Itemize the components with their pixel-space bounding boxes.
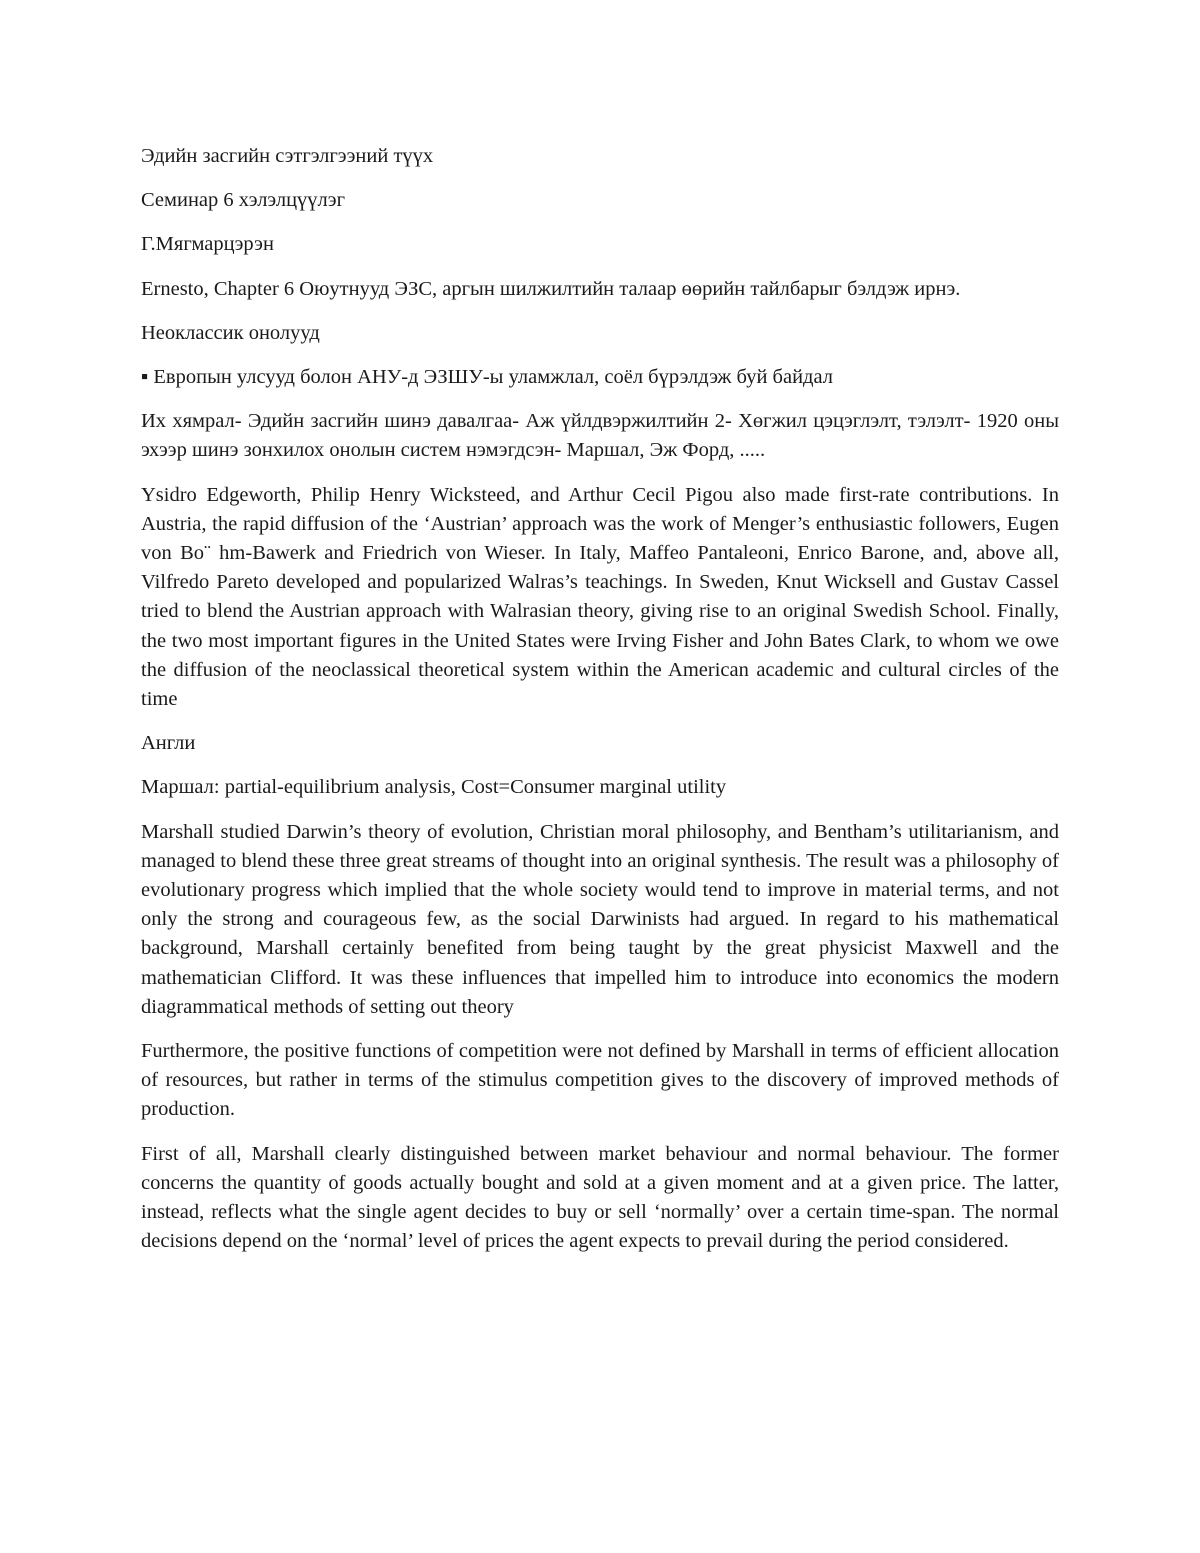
paragraph-marshall-darwin: Marshall studied Darwin’s theory of evolution, Christian moral philosophy, and Bentham’s utilitarianism, and managed to blend these three great streams of thought into an original synthesis. The result was a philosophy of evolutionary progress which implied that the whole society would tend to improve in material terms, and not only the strong and courageous few, as the social Darwinists had argued. In regard to his mathematical background, Marshall certainly benefited from being taught by the great physicist Maxwell and the mathematician Clifford. It was these influences that impelled him to introduce into economics the modern diagrammatical methods of setting out theory <box>141 820 1059 1018</box>
document-author: Г.Мягмарцэрэн <box>141 233 274 256</box>
assignment-paragraph: Ernesto, Chapter 6 Оюутнууд ЭЗС, аргын шилжилтийн талаар өөрийн тайлбарыг бэлдэж ирнэ. <box>141 277 961 300</box>
paragraph-competition: Furthermore, the positive functions of competition were not defined by Marshall in terms of efficient allocation of resources, but rather in terms of the stimulus competition gives to the discovery of improved methods of production. <box>141 1040 1059 1121</box>
document-subtitle: Семинар 6 хэлэлцүүлэг <box>141 189 345 212</box>
crisis-paragraph: Их хямрал- Эдийн засгийн шинэ давалгаа- Аж үйлдвэржилтийн 2- Хөгжил цэцэглэлт, тэлэлт- 1920 оны эхээр шинэ зонхилох онолын систем нэмэгдсэн- Маршал, Эж Форд, ..... <box>141 410 1059 462</box>
paragraph-edgeworth: Ysidro Edgeworth, Philip Henry Wicksteed, and Arthur Cecil Pigou also made first-rate contributions. In Austria, the rapid diffusion of the ‘Austrian’ approach was the work of Menger’s enthusiastic followers, Eugen von Bo¨ hm-Bawerk and Friedrich von Wieser. In Italy, Maffeo Pantaleoni, Enrico Barone, and, above all, Vilfredo Pareto developed and popularized Walras’s teachings. In Sweden, Knut Wicksell and Gustav Cassel tried to blend the Austrian approach with Walrasian theory, giving rise to an original Swedish School. Finally, the two most important figures in the United States were Irving Fisher and John Bates Clark, to whom we owe the diffusion of the neoclassical theoretical system within the American academic and cultural circles of the time <box>141 483 1059 711</box>
marshall-heading: Маршал: partial-equilibrium analysis, Cost=Consumer marginal utility <box>141 776 727 799</box>
bullet-item: ▪ Европын улсууд болон АНУ-д ЭЗШУ-ы уламжлал, соёл бүрэлдэж буй байдал <box>141 366 833 389</box>
paragraph-market-behaviour: First of all, Marshall clearly distinguished between market behaviour and normal behaviour. The former concerns the quantity of goods actually bought and sold at a given moment and at a given price. The latter, instead, reflects what the single agent decides to buy or sell ‘normally’ over a certain time-span. The normal decisions depend on the ‘normal’ level of prices the agent expects to prevail during the period considered. <box>141 1142 1059 1253</box>
section-heading-neoclassical: Неоклассик онолууд <box>141 321 320 344</box>
section-heading-england: Англи <box>141 732 196 755</box>
document-body <box>141 142 1059 1272</box>
document-title: Эдийн засгийн сэтгэлгээний түүх <box>141 145 434 167</box>
